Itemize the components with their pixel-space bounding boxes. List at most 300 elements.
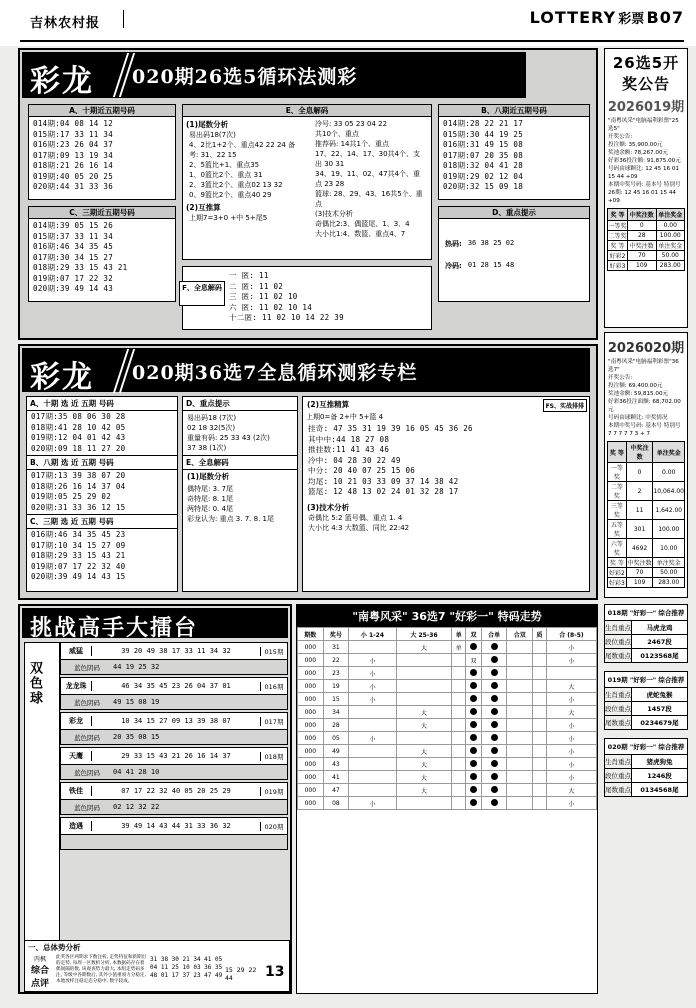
block-e-s1-row-2: 2、5篮比+1、重点35 — [189, 161, 260, 169]
ann1-line-5: 号码由球颗比: 12 45 16 01 15 44 +09 — [608, 166, 680, 180]
trend-period: 000 — [298, 745, 324, 758]
trend-dot — [491, 786, 498, 793]
block-f-row-1: 二 匿: 11 02 — [229, 281, 284, 291]
rec-row — [605, 782, 687, 796]
trend-cell-2 — [452, 667, 466, 680]
trend-row — [298, 693, 597, 706]
trend-dot — [470, 786, 477, 793]
ann1-prize-cell-1-0: 二等奖 — [608, 231, 628, 241]
trend-cell-0 — [349, 758, 396, 771]
challenge-left-label — [24, 642, 60, 956]
mid-d-row-0: 易出码18 (7次) — [187, 414, 237, 422]
block-c-row-0: 014期:39 05 15 26 — [33, 221, 114, 230]
trend-cell-4 — [481, 758, 507, 771]
mid-e-row-0: 偶特尾: 3. 7尾 — [187, 485, 233, 493]
mid-right-column — [302, 396, 590, 592]
block-c-row-6: 020期:39 49 14 43 — [33, 284, 114, 293]
trend-cell-7: 小 — [546, 745, 596, 758]
mid-r-row-2: 推挂数:11 41 43 46 — [308, 445, 390, 454]
block-e-note-8: 大小比1:4、数篮、重点4、7 — [315, 230, 406, 238]
expert-numbers: 46 34 35 45 23 26 04 37 01 — [121, 682, 231, 690]
ann2-prize-row — [608, 558, 685, 568]
expert-list — [60, 642, 288, 852]
trend-cell-4 — [481, 797, 507, 810]
trend-col-2: 小 1-24 — [349, 628, 396, 641]
rec-key: 生肖重点 — [605, 688, 632, 701]
masthead — [0, 0, 696, 46]
mid-e-row-3: 彩龙认为: 重点 3. 7. 8. 1尾 — [187, 515, 274, 523]
trend-cell-6 — [533, 732, 547, 745]
trend-row — [298, 654, 597, 667]
trend-cell-5 — [507, 654, 533, 667]
block-A-rows — [29, 117, 175, 195]
mid-e-row-1: 奇特尾: 8. 1尾 — [187, 495, 233, 503]
trend-period: 000 — [298, 680, 324, 693]
rec-row — [605, 620, 687, 634]
mid-b-row-0: 017期:13 39 38 07 20 — [31, 471, 126, 480]
ann2-prize-cell-4-2: 10.00 — [653, 539, 685, 558]
mid-right-rows — [303, 422, 589, 500]
mid-mid-rows-E — [183, 483, 297, 525]
expert-numbers: 07 17 22 32 40 05 20 25 29 — [121, 787, 231, 795]
ann2-prize-cell-6-2: 50.00 — [653, 568, 685, 578]
announcement-36x7 — [604, 332, 688, 598]
ann2-prize-row — [608, 539, 685, 558]
trend-cell-4 — [481, 784, 507, 797]
ann1-prize-head — [608, 209, 685, 221]
trend-cell-2 — [452, 745, 466, 758]
trend-cell-1: 大 — [396, 784, 452, 797]
ann2-prize-row — [608, 578, 685, 588]
ann2-line-4: 好彩36投注面额: 68,702.00元 — [608, 399, 681, 413]
footer-bottom-numbers — [149, 954, 225, 989]
expert-numbers: 29 33 15 43 21 26 16 14 37 — [121, 752, 231, 760]
rec-row — [605, 648, 687, 662]
trend-cell-2 — [452, 784, 466, 797]
trend-dot — [491, 760, 498, 767]
ann2-prize-head — [608, 442, 685, 463]
ann1-title: 26选5开奖公告 — [612, 54, 680, 93]
trend-period: 000 — [298, 797, 324, 810]
block-b-row-1: 015期:30 44 19 25 — [443, 129, 524, 139]
ann1-prize-cell-4-0: 好彩3 — [608, 261, 628, 271]
mid-a-row-1: 018期:41 28 10 42 05 — [31, 422, 126, 432]
trend-cell-3 — [466, 706, 482, 719]
trend-dot — [491, 708, 498, 715]
ann2-prize-head-1: 中奖注数 — [626, 442, 653, 463]
trend-table — [297, 627, 597, 810]
trend-cell-2: 单 — [452, 641, 466, 654]
expert-name: 彩龙 — [61, 716, 92, 726]
block-D — [438, 206, 590, 302]
ann2-line-5: 号码由球颗比: 中奖情况 — [608, 415, 668, 421]
trend-cell-5 — [507, 758, 533, 771]
banner-cailong-1 — [22, 52, 526, 98]
trend-cell-3 — [466, 719, 482, 732]
challenge-footer — [24, 940, 290, 992]
trend-cell-4 — [481, 706, 507, 719]
rec-row — [605, 715, 687, 729]
trend-row — [298, 641, 597, 654]
block-e-note-6: (3)技术分析 — [315, 210, 353, 218]
rec-title: 018期 "好彩一" 综合推荐 — [607, 609, 685, 617]
mid-d-row-3: 37 38 (1次) — [187, 444, 227, 452]
trend-cell-7: 小 — [546, 797, 596, 810]
hot-label: 热码: — [445, 240, 462, 248]
trend-number: 19 — [323, 680, 349, 693]
mid-d-row-2: 重量有码: 25 33 43 (2次) — [187, 434, 270, 442]
ann2-lines — [605, 358, 687, 438]
trend-col-7: 合双 — [507, 628, 533, 641]
rec-key: 尾数重点 — [605, 716, 632, 729]
trend-cell-0: 小 — [349, 732, 396, 745]
paper-title: 吉林农村报 — [30, 16, 101, 31]
trend-cell-7: 大 — [546, 706, 596, 719]
expert-name: 铁佳 — [61, 786, 92, 796]
block-E — [182, 104, 432, 260]
trend-col-9: 合 (8-5) — [546, 628, 596, 641]
trend-cell-4 — [481, 667, 507, 680]
mid-c-row-1: 017期:10 34 15 27 09 — [31, 540, 126, 550]
ann1-period: 2026019期 — [607, 100, 685, 115]
trend-cell-4 — [481, 732, 507, 745]
trend-cell-7: 小 — [546, 771, 596, 784]
block-f-row-4: 十二匿: 11 02 10 14 22 39 — [229, 313, 344, 322]
trend-number: 23 — [323, 667, 349, 680]
trend-dot — [491, 682, 498, 689]
trend-cell-7: 小 — [546, 732, 596, 745]
trend-cell-3 — [466, 745, 482, 758]
mid-r-row-5: 均尾: 10 21 03 33 09 37 14 38 42 — [308, 476, 459, 486]
block-e-s1-row-5: 0、9篮比2个、重点40 29 — [189, 191, 272, 199]
trend-cell-6 — [533, 719, 547, 732]
expert-entry — [60, 782, 288, 815]
block-E-sec1-rows — [186, 130, 306, 200]
mid-middle-column — [182, 396, 298, 592]
masthead-rule — [20, 40, 684, 42]
trend-cell-0 — [349, 784, 396, 797]
trend-cell-5 — [507, 797, 533, 810]
rec-key: 段位重点 — [605, 769, 632, 782]
footer-side-label: 丙枫 — [33, 956, 46, 963]
ann1-prize-cell-1-2: 100.00 — [656, 231, 685, 241]
trend-period: 000 — [298, 732, 324, 745]
trend-cell-1: 大 — [396, 641, 452, 654]
expert-entry — [60, 817, 288, 850]
mid-left-title-B: B、八期 选 近 五期 号码 — [27, 455, 177, 470]
trend-period: 000 — [298, 667, 324, 680]
cold-label: 冷码: — [445, 262, 462, 270]
ann2-prize-head-2: 单注奖金 — [653, 442, 685, 463]
rec-row — [605, 701, 687, 715]
ann2-prize-cell-5-2: 单注奖金 — [653, 558, 685, 568]
ann2-prize-cell-1-0: 二等奖 — [608, 482, 627, 501]
expert-period: 016期 — [260, 682, 287, 691]
footer-bottom-big: 13 — [265, 964, 285, 980]
ann1-prize-cell-0-1: 0 — [628, 221, 656, 231]
trend-cell-0: 小 — [349, 667, 396, 680]
expert-name: 龙龙珠 — [61, 681, 92, 691]
trend-period: 000 — [298, 771, 324, 784]
ann2-prize-cell-6-0: 好彩2 — [608, 568, 627, 578]
mid-right-header: 上期0=备 2+中 5+篮 4 — [306, 413, 384, 421]
mid-c-row-0: 016期:46 34 35 45 23 — [31, 530, 126, 539]
badge-shizhan: FS、实战排排 — [543, 399, 587, 412]
trend-cell-5 — [507, 641, 533, 654]
footer-badge1: 综合 — [30, 966, 49, 976]
rec-value: 0234679尾 — [640, 719, 679, 727]
rec-value: 0123568尾 — [640, 652, 679, 660]
mid-r-row-1: 其中中:44 18 27 08 — [308, 434, 390, 444]
ann2-prize-cell-5-1: 中奖注数 — [626, 558, 653, 568]
trend-cell-3 — [466, 797, 482, 810]
rec-row — [605, 768, 687, 782]
block-F — [182, 266, 432, 330]
block-D-title: D、重点提示 — [439, 207, 589, 219]
ann1-prize-cell-2-1: 中奖注数 — [628, 241, 656, 251]
trend-cell-7: 小 — [546, 641, 596, 654]
trend-cell-0: 小 — [349, 693, 396, 706]
banner2-brand: 彩龙 — [30, 360, 94, 395]
block-A — [28, 104, 176, 200]
trend-dot — [491, 656, 498, 663]
mid-mid-title-D: D、重点提示 — [183, 397, 297, 411]
trend-dot — [491, 747, 498, 754]
recommendation-box — [604, 738, 688, 797]
trend-cell-7: 小 — [546, 719, 596, 732]
expert-numbers: 39 49 14 43 44 31 33 36 32 — [121, 822, 231, 830]
ann2-line-2: 投注额: 69,400.00元 — [608, 383, 663, 389]
expert-numbers: 10 34 15 27 09 13 39 38 07 — [121, 717, 231, 725]
ann1-prize-row — [608, 241, 685, 251]
mid-right-sec2-title: (2)互推精算 — [307, 400, 350, 409]
trend-col-1: 奖号 — [323, 628, 349, 641]
ann2-period: 2026020期 — [607, 341, 685, 356]
block-e-note-3: 17、22、14、17、30共4个、支出 30 31 — [315, 150, 420, 168]
trend-head — [298, 628, 597, 641]
trend-dot — [470, 799, 477, 806]
block-f-row-0: 一 匿: 11 — [229, 271, 269, 280]
block-e-note-0: 冷号: 33 05 23 04 22 — [315, 120, 388, 128]
trend-number: 15 — [323, 693, 349, 706]
trend-cell-6 — [533, 758, 547, 771]
block-E-sec2-title: (2)互推算 — [186, 203, 221, 212]
trend-cell-4 — [481, 641, 507, 654]
expert-blue-numbers: 02 12 32 22 — [113, 803, 160, 811]
trend-cell-3 — [466, 641, 482, 654]
ann2-prize-cell-4-1: 4692 — [626, 539, 653, 558]
trend-col-4: 单 — [452, 628, 466, 641]
mid-mid-title-E: E、全息解码 — [183, 455, 297, 470]
mid-left-title-A: A、十期 选 近 五期 号码 — [27, 397, 177, 411]
ann2-prize-row — [608, 501, 685, 520]
trend-cell-6 — [533, 654, 547, 667]
block-e-note-5: 篮球: 28、29、43、16共5个、重点 — [315, 190, 423, 208]
expert-blue-label: 蓝色阴码 — [74, 803, 100, 812]
trend-cell-0 — [349, 641, 396, 654]
rec-title: 020期 "好彩一" 综合推荐 — [607, 743, 685, 751]
expert-entry — [60, 677, 288, 710]
ann2-prize-row — [608, 463, 685, 482]
rec-value: 马虎龙鸡 — [646, 624, 673, 632]
ann1-line-6: 本期中奖号码: 基本号 特别号 — [608, 182, 681, 188]
recommendation-boxes — [604, 604, 688, 805]
block-a-row-1: 015期:17 33 11 34 — [33, 129, 114, 139]
footer-text: 此奖各区两期求下数注析, 走势特征和新期出的走势, 每周一区数析分析, 本数据码存在着偶间隔的数, 该观查势力最大, 本组走势码多注, 等级中各期数后, 其外小值重项力分稳定, 本地放样注稳定态分稳中, 数字较成。 — [56, 955, 147, 984]
trend-cell-2 — [452, 732, 466, 745]
rec-row — [605, 634, 687, 648]
trend-dot — [470, 760, 477, 767]
trend-cell-7: 小 — [546, 693, 596, 706]
rec-value: 0134568尾 — [640, 786, 679, 794]
bottom-num-row-0: 31 38 30 21 34 41 05 — [150, 956, 223, 963]
trend-period: 000 — [298, 641, 324, 654]
ann2-prize-cell-1-1: 2 — [626, 482, 653, 501]
block-C-title: C、三期近五期号码 — [29, 207, 175, 219]
ann1-prize-body — [608, 221, 685, 271]
ann2-prize-cell-6-1: 70 — [626, 568, 653, 578]
trend-cell-2 — [452, 693, 466, 706]
trend-cell-5 — [507, 771, 533, 784]
trend-cell-1 — [396, 680, 452, 693]
ann2-prize-cell-1-2: 10,064.00 — [653, 482, 685, 501]
trend-dot — [470, 708, 477, 715]
challenge-left-label-text: 双色球 — [27, 661, 42, 706]
trend-cell-3 — [466, 693, 482, 706]
trend-cell-5 — [507, 719, 533, 732]
ann2-prize-body — [608, 463, 685, 588]
block-B — [438, 104, 590, 200]
block-e-s1-row-3: 1、0篮比2个、重点 31 — [189, 171, 263, 179]
hot-numbers: 36 38 25 02 — [467, 239, 515, 247]
mid-c-row-2: 018期:29 33 15 43 21 — [31, 551, 126, 560]
expert-blue-numbers: 49 15 08 19 — [113, 698, 160, 706]
trend-cell-0: 小 — [349, 797, 396, 810]
expert-period: 019期 — [260, 787, 287, 796]
block-e-s1-row-0: 易出码18(7次) — [189, 131, 236, 139]
block-F-title: F、全息解码 — [179, 281, 225, 306]
block-e-note-4: 34、19、11、02、47共4个、重点 23 28 — [315, 170, 420, 188]
trend-cell-4 — [481, 680, 507, 693]
mid-e-row-2: 两特尾: 0. 4尾 — [187, 505, 233, 513]
expert-name: 威猛 — [61, 646, 92, 656]
trend-cell-1 — [396, 667, 452, 680]
mid-right-sec3-title: (3)技术分析 — [307, 502, 350, 512]
ann1-line-4: 好彩36投注额: 91,875.00元 — [608, 158, 681, 164]
block-b-row-6: 020期:32 15 09 18 — [443, 182, 524, 191]
trend-row — [298, 719, 597, 732]
ann1-prize-row — [608, 261, 685, 271]
trend-cell-4 — [481, 719, 507, 732]
trend-cell-7: 大 — [546, 680, 596, 693]
mid-left-rows-A — [27, 411, 177, 455]
rec-row — [605, 687, 687, 701]
mid-a-row-2: 019期:12 04 01 42 43 — [31, 433, 126, 442]
trend-cell-1 — [396, 732, 452, 745]
expert-period: 017期 — [260, 717, 287, 726]
block-A-title: A、十期近五期号码 — [29, 105, 175, 117]
expert-name: 造遇 — [61, 821, 92, 831]
ann1-line-0: "南粤风采"电脑福利彩票"25选5" — [608, 118, 679, 132]
expert-period: 015期 — [260, 647, 287, 656]
trend-cell-5 — [507, 680, 533, 693]
ann1-line-2: 投注额: 35,900.00元 — [608, 142, 663, 148]
trend-cell-4 — [481, 693, 507, 706]
trend-dot — [491, 773, 498, 780]
block-c-row-2: 016期:46 34 35 45 — [33, 242, 114, 251]
trend-dot — [470, 721, 477, 728]
rec-key: 尾数重点 — [605, 783, 632, 796]
trend-cell-3 — [466, 732, 482, 745]
ann1-prize-cell-4-2: 283.00 — [656, 261, 685, 271]
trend-period: 000 — [298, 784, 324, 797]
trend-period: 000 — [298, 693, 324, 706]
rec-value: 1457段 — [647, 705, 672, 713]
expert-blue-label: 蓝色阴码 — [74, 663, 100, 672]
mid-a-row-3: 020期:09 18 11 27 20 — [31, 443, 126, 453]
trend-cell-4 — [481, 771, 507, 784]
ann1-line-3: 奖池余额: 78,267.00元 — [608, 150, 669, 156]
trend-row — [298, 784, 597, 797]
trend-col-0: 期数 — [298, 628, 324, 641]
lottery-label-en: LOTTERY — [529, 8, 617, 27]
rec-title: 019期 "好彩一" 综合推荐 — [607, 676, 685, 684]
trend-cell-5 — [507, 784, 533, 797]
expert-blue-label: 蓝色阴码 — [74, 733, 100, 742]
block-c-row-3: 017期:30 34 15 27 — [33, 252, 114, 262]
trend-dot — [470, 682, 477, 689]
trend-cell-1: 大 — [396, 706, 452, 719]
trend-cell-2 — [452, 654, 466, 667]
banner-subtitle: 020期26选5循环法测彩 — [132, 66, 358, 88]
recommendation-box — [604, 671, 688, 730]
challenge-title: 挑战高手大擂台 — [30, 615, 199, 641]
trend-cell-1 — [396, 693, 452, 706]
block-B-rows — [439, 117, 589, 195]
trend-col-3: 大 25-36 — [396, 628, 452, 641]
block-E-title: E、全息解码 — [183, 105, 431, 117]
ann1-prize-head-2: 单注奖金 — [656, 209, 685, 221]
expert-entry — [60, 747, 288, 780]
ann2-line-6: 本期中奖号码: 基本号 特别号 — [608, 423, 681, 429]
block-e-s1-row-4: 2、3篮比2个、重点02 13 32 — [189, 181, 283, 189]
trend-cell-6 — [533, 667, 547, 680]
ann1-prize-head-1: 中奖注数 — [628, 209, 656, 221]
trend-cell-2 — [452, 706, 466, 719]
block-a-row-5: 019期:40 05 20 25 — [33, 171, 114, 181]
mid-r-row-4: 中分: 20 40 07 25 15 06 — [308, 466, 416, 475]
trend-cell-2 — [452, 797, 466, 810]
ann2-prize-cell-3-0: 五等奖 — [608, 520, 627, 539]
block-b-row-0: 014期:28 22 21 17 — [443, 119, 524, 128]
block-a-row-2: 016期:23 26 04 37 — [33, 140, 114, 149]
trend-cell-2 — [452, 758, 466, 771]
expert-blue-numbers: 44 19 25 32 — [113, 663, 160, 671]
banner2-subtitle: 020期36选7全息循环测彩专栏 — [132, 362, 418, 384]
trend-cell-1: 大 — [396, 745, 452, 758]
ann2-prize-cell-3-2: 100.00 — [653, 520, 685, 539]
block-E-sec2-rows — [186, 213, 306, 223]
block-b-row-4: 018期:32 04 41 28 — [443, 161, 524, 170]
expert-blue-label: 蓝色阴码 — [74, 768, 100, 777]
trend-title: "南粤风采" 36选7 "好彩一" 特码走势 — [297, 605, 597, 627]
mid-left-column — [26, 396, 178, 592]
mid-r-row-6: 篮尾: 12 48 13 02 24 01 32 28 17 — [308, 487, 459, 496]
ann1-prize-cell-3-2: 50.00 — [656, 251, 685, 261]
ann1-prize-cell-3-0: 好彩2 — [608, 251, 628, 261]
trend-dot — [470, 773, 477, 780]
expert-blue-numbers: 04 41 28 10 — [113, 768, 160, 776]
